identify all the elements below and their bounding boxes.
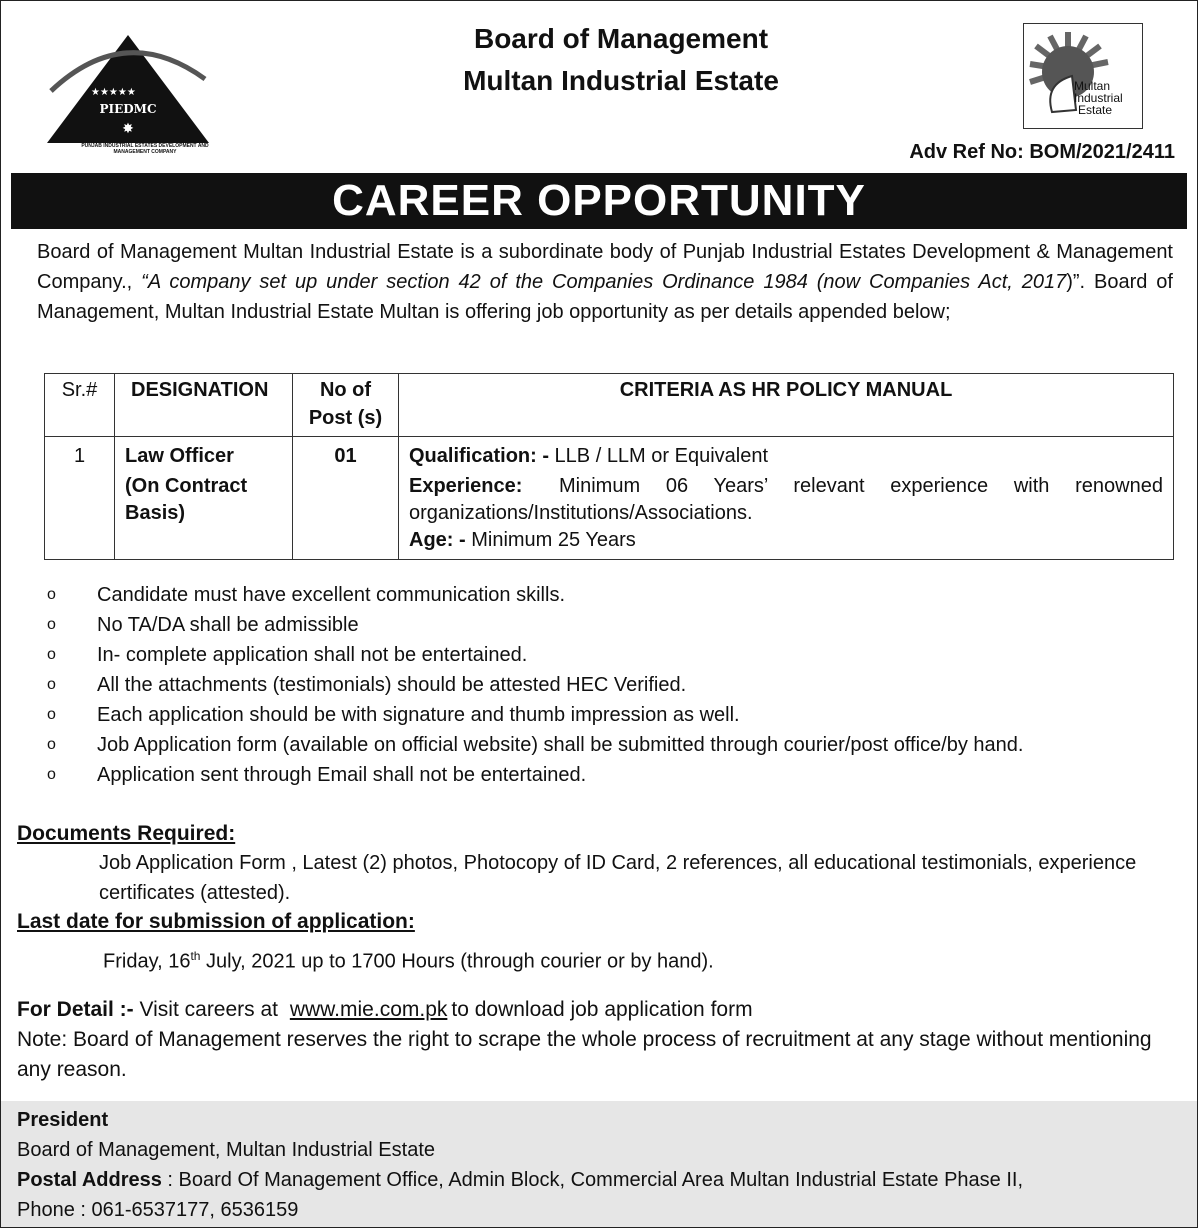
note-text: Candidate must have excellent communication skills. [97, 584, 565, 606]
header-sr: Sr.# [45, 374, 115, 437]
age-line [409, 525, 1163, 555]
org-title-line1: Board of Management [473, 23, 769, 54]
bullet-icon: o [47, 586, 56, 603]
note-text: Job Application form (available on official website) shall be submitted through courier/post office/by hand. [97, 734, 1024, 756]
svg-text:PIEDMC: PIEDMC [99, 102, 157, 116]
designation-line3: Basis) [125, 502, 186, 524]
note-text: Application sent through Email shall not be entertained. [97, 764, 587, 786]
last-date-heading: Last date for submission of application: [17, 910, 415, 933]
adv-ref-number: Adv Ref No: BOM/2021/2411 [909, 141, 1175, 163]
list-item [47, 670, 1023, 700]
header-posts [293, 374, 399, 437]
qualification-label: Qualification: - [409, 445, 549, 467]
footer-contact [1, 1101, 1197, 1227]
designation-line2: (On Contract [125, 475, 248, 497]
qualification-line [409, 441, 1163, 471]
bullet-icon: o [47, 616, 56, 633]
piedmc-logo-subtext: PUNJAB INDUSTRIAL ESTATES DEVELOPMENT AND MANAGEMENT COMPANY [81, 143, 209, 155]
footer-title: President [17, 1109, 109, 1131]
footer-postal [17, 1165, 1023, 1195]
svg-text:✸: ✸ [122, 121, 134, 137]
bullet-icon: o [47, 676, 56, 693]
experience-value-line2: organizations/Institutions/Associations. [409, 502, 753, 524]
header [1, 1, 1197, 171]
notes-list [47, 580, 1023, 790]
piedmc-logo [45, 31, 211, 159]
experience-label: Experience: [409, 475, 523, 497]
bullet-icon: o [47, 736, 56, 753]
age-value: Minimum 25 Years [465, 529, 636, 551]
note-text: Each application should be with signature and thumb impression as well. [97, 704, 740, 726]
experience-value-line1: Minimum 06 Years’ relevant experience with renowned [559, 475, 1163, 497]
website-link[interactable]: www.mie.com.pk [289, 998, 448, 1021]
postal-label: Postal Address [17, 1169, 162, 1191]
header-posts-line1: No of [319, 379, 372, 401]
intro-paragraph [37, 237, 1173, 327]
age-label: Age: - [409, 529, 466, 551]
last-date-post: July, 2021 up to 1700 Hours (through courier or by hand). [200, 950, 714, 973]
detail-text1: Visit careers at [133, 998, 284, 1021]
bullet-icon: o [47, 706, 56, 723]
detail-section [17, 995, 1185, 1085]
mie-logo-line1: Multan [1074, 79, 1111, 93]
intro-part1: Board of Management Multan Industrial Estate is a subordinate body of Punjab Industrial Estates Development & Management Company., [37, 241, 1173, 293]
row-posts: 01 [293, 437, 399, 560]
documents-body: Job Application Form , Latest (2) photos, Photocopy of ID Card, 2 references, all educational testimonials, experience certificates (attested). [99, 852, 1137, 904]
job-table [44, 373, 1174, 560]
mie-logo-line3: Estate [1078, 103, 1113, 117]
experience-line [409, 471, 1163, 501]
detail-label: For Detail :- [17, 998, 134, 1021]
list-item [47, 760, 1023, 790]
footer-org: Board of Management, Multan Industrial Estate [17, 1139, 436, 1161]
note-text: All the attachments (testimonials) should be attested HEC Verified. [97, 674, 687, 696]
list-item [47, 610, 1023, 640]
footer-phone: Phone : 061-6537177, 6536159 [17, 1199, 299, 1221]
table-row [45, 437, 1174, 560]
mie-logo [1023, 23, 1143, 129]
bullet-icon: o [47, 646, 56, 663]
list-item [47, 580, 1023, 610]
list-item [47, 700, 1023, 730]
note-text: In- complete application shall not be entertained. [97, 644, 528, 666]
documents-section [17, 820, 1187, 982]
header-designation: DESIGNATION [115, 374, 293, 437]
header-posts-line2: Post (s) [308, 407, 383, 429]
list-item [47, 730, 1023, 760]
mie-logo-text [1074, 80, 1123, 116]
svg-text:★★★★★: ★★★★★ [91, 87, 136, 98]
last-date-body [17, 936, 1187, 982]
last-date-pre: Friday, 16 [103, 950, 191, 973]
mie-logo-line2: Industrial [1074, 91, 1123, 105]
org-title-line2: Multan Industrial Estate [463, 65, 779, 96]
designation-line1: Law Officer [125, 445, 234, 467]
bullet-icon: o [47, 766, 56, 783]
documents-heading: Documents Required: [17, 822, 236, 845]
row-sr: 1 [45, 437, 115, 560]
postal-value: : Board Of Management Office, Admin Block, Commercial Area Multan Industrial Estate Phase II, [161, 1169, 1024, 1191]
footer-inner [17, 1105, 1023, 1225]
note-text: No TA/DA shall be admissible [97, 614, 359, 636]
row-designation [115, 437, 293, 560]
career-opportunity-banner: CAREER OPPORTUNITY [11, 173, 1187, 229]
row-criteria [399, 437, 1174, 560]
header-criteria: CRITERIA AS HR POLICY MANUAL [399, 374, 1174, 437]
note-text: Note: Board of Management reserves the right to scrape the whole process of recruitment at any stage without mentioning any reason. [17, 1028, 1152, 1081]
intro-quote: “A company set up under section 42 of the Companies Ordinance 1984 (now Companies Act, 2017 [141, 271, 1067, 293]
detail-text2: to download job application form [451, 998, 753, 1021]
job-table-header-row [45, 374, 1174, 437]
intro-part2: )”. Board of Management, Multan Industrial Estate Multan is offering job opportunity as per details appended below; [37, 271, 1173, 323]
detail-line [17, 995, 1185, 1025]
list-item [47, 640, 1023, 670]
qualification-value: LLB / LLM or Equivalent [549, 445, 769, 467]
last-date-sup: th [190, 949, 201, 963]
